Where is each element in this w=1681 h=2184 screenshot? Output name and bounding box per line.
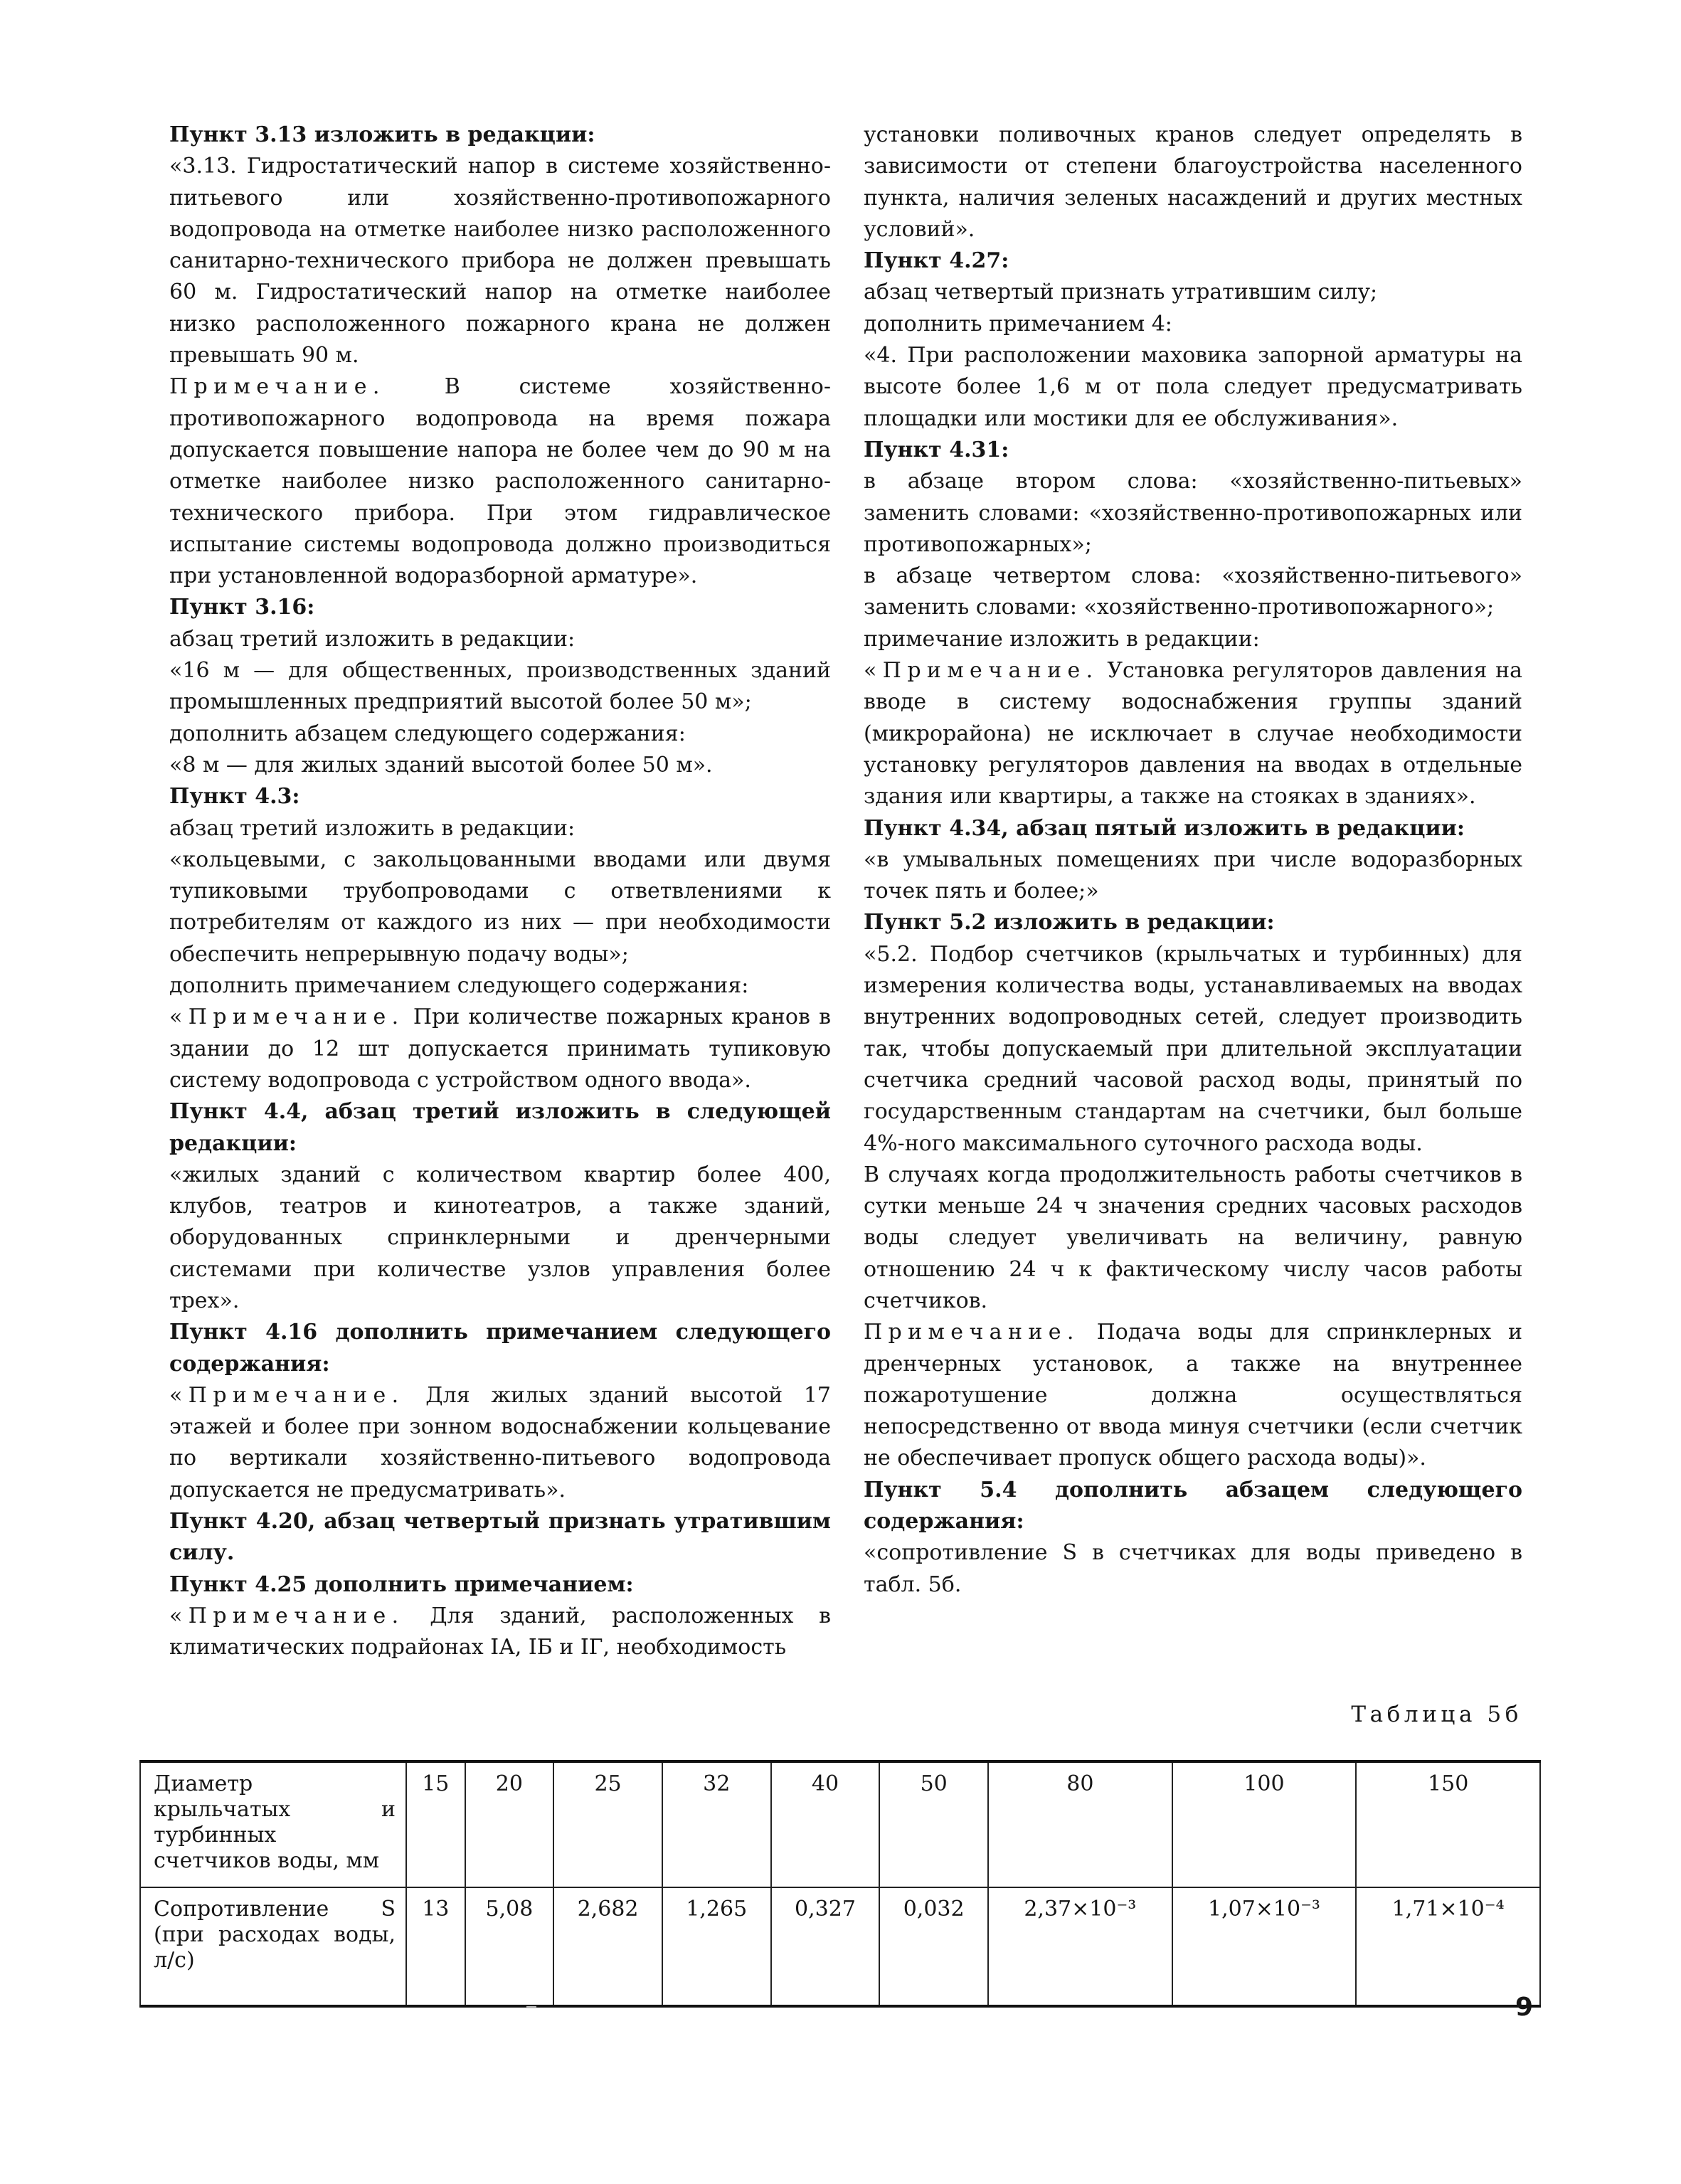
note-paragraph	[169, 1601, 831, 1664]
note-label: «Примечание.	[864, 658, 1099, 684]
clause-heading	[169, 1569, 831, 1601]
clause-number: Пункт 4.25	[169, 1571, 307, 1597]
paragraph-text: При количестве пожарных кранов в здании до 12 шт допускается принимать тупиковую систему водопровода с устройством одного ввода».	[169, 1004, 831, 1093]
paragraph-text: Для жилых зданий высотой 17 этажей и более при зонном водоснабжении кольцевание по вертикали хозяйственно-питьевого водопровода допускается не предусматривать».	[169, 1382, 831, 1502]
table-cell: 2,682	[553, 1887, 662, 2006]
page-number: 9	[1515, 1993, 1534, 2022]
paragraph-text: В системе хозяйственно-противопожарного водопровода на время пожара допускается повышение напора не более чем до 90 м на отметке наиболее низко расположенного санитарно-технического прибора. При этом гидравлическое испытание системы водопровода должно производиться при установленной водоразборной арматуре».	[169, 374, 831, 589]
paragraph-text: , абзац пятый изложить в редакции:	[1001, 815, 1465, 841]
table-cell: 150	[1356, 1761, 1540, 1887]
paragraph-text: Подача воды для спринклерных и дренчерных установок, а также на внутреннее пожаротушение должна осуществляться непосредственно от ввода минуя счетчики (если счетчик не обеспечивает пропуск общего расхода воды)».	[864, 1320, 1522, 1471]
paragraph-text: дополнить абзацем следующего содержания:	[169, 721, 686, 746]
clause-number: Пункт 5.4	[864, 1477, 1017, 1502]
clause-heading	[864, 245, 1522, 277]
table-cell: 1,71×10⁻⁴	[1356, 1887, 1540, 2006]
paragraph	[169, 813, 831, 844]
paragraph-text: Установка регуляторов давления на вводе в систему водоснабжения группы зданий (микрорайона) не исключает в случае необходимости установку регуляторов давления на вводах в отдельные здания или квартиры, а также на стояках в зданиях».	[864, 658, 1522, 810]
paragraph	[864, 1537, 1522, 1601]
paragraph	[864, 1160, 1522, 1317]
table-cell: 25	[553, 1761, 662, 1887]
table-cell: 40	[771, 1761, 880, 1887]
paragraph-text: «сопротивление S в счетчиках для воды приведено в табл. 5б.	[864, 1540, 1522, 1597]
table-cell: 0,327	[771, 1887, 880, 2006]
note-label: Примечание.	[169, 374, 386, 400]
clause-heading	[864, 1475, 1522, 1538]
paragraph	[169, 719, 831, 750]
note-label: «Примечание.	[169, 1004, 405, 1030]
paragraph	[864, 277, 1522, 308]
clause-heading	[169, 592, 831, 623]
paragraph	[169, 970, 831, 1002]
table-cell: 0,032	[879, 1887, 988, 2006]
clause-heading	[169, 781, 831, 812]
paragraph-text: «5.2. Подбор счетчиков (крыльчатых и турбинных) для измерения количества воды, устанавливаемых на вводах внутренних водопроводных сетей, следует производить так, чтобы допускаемый при длительной эксплуатации счетчика средний часовой расход воды, принятый по государственным стандартам на счетчики, был больше 4%-ного максимального суточного расхода воды.	[864, 941, 1522, 1156]
note-label: «Примечание.	[169, 1382, 405, 1408]
clause-heading	[864, 907, 1522, 938]
paragraph-text: «3.13. Гидростатический напор в системе хозяйственно-питьевого или хозяйственно-противопожарного водопровода на отметке наиболее низко расположенного санитарно-технического прибора не должен превышать 60 м. Гидростатический напор на отметке наиболее низко расположенного пожарного крана не должен превышать 90 м.	[169, 154, 831, 369]
paragraph-text: В случаях когда продолжительность работы счетчиков в сутки меньше 24 ч значения средних часовых расходов воды следует увеличивать на величину, равную отношению 24 ч к фактическому числу часов работы счетчиков.	[864, 1162, 1522, 1313]
paragraph-text: , абзац третий изложить в следующей редакции:	[169, 1099, 831, 1156]
paragraph-text: дополнить примечанием следующего содержания:	[169, 973, 749, 999]
clause-heading	[169, 1317, 831, 1380]
clause-number: Пункт 4.4	[169, 1099, 302, 1125]
paragraph	[169, 624, 831, 655]
clause-number: Пункт 4.34	[864, 815, 1002, 841]
table-cell: 5,08	[465, 1887, 554, 2006]
scan-speck	[526, 2006, 536, 2008]
paragraph-text: в абзаце четвертом слова: «хозяйственно-питьевого» заменить словами: «хозяйственно-противопожарного»;	[864, 563, 1522, 620]
paragraph	[864, 939, 1522, 1160]
table-cell: 80	[988, 1761, 1172, 1887]
paragraph-text: в абзаце втором слова: «хозяйственно-питьевых» заменить словами: «хозяйственно-противопожарных или противопожарных»;	[864, 469, 1522, 557]
table-cell: 50	[879, 1761, 988, 1887]
note-paragraph	[169, 1380, 831, 1506]
paragraph	[169, 655, 831, 719]
row-label-resistance: Сопротивление S (при расходах воды, л/с)	[140, 1887, 406, 2006]
right-column	[864, 120, 1522, 1601]
table-cell: 1,07×10⁻³	[1172, 1887, 1357, 2006]
table-caption: Таблица 5б	[1351, 1702, 1522, 1727]
paragraph-text: абзац третий изложить в редакции:	[169, 626, 576, 652]
paragraph-text: дополнить примечанием следующего содержания:	[169, 1320, 831, 1377]
table-cell: 100	[1172, 1761, 1357, 1887]
paragraph-text: «кольцевыми, с закольцованными вводами или двумя тупиковыми трубопроводами с ответвлениями к потребителям от каждого из них — при необходимости обеспечить непрерывную подачу воды»;	[169, 847, 831, 967]
table-cell: 20	[465, 1761, 554, 1887]
note-paragraph	[169, 371, 831, 592]
paragraph-text: «жилых зданий с количеством квартир более 400, клубов, театров и кинотеатров, а также зданий, оборудованных спринклерными и дренчерными системами при количестве узлов управления более трех».	[169, 1162, 831, 1313]
paragraph-text: «16 м — для общественных, производственных зданий промышленных предприятий высотой более 50 м»;	[169, 658, 831, 715]
clause-number: Пункт 4.31:	[864, 437, 1009, 462]
clause-heading	[169, 1506, 831, 1569]
note-paragraph	[864, 1317, 1522, 1474]
clause-heading	[864, 813, 1522, 844]
paragraph-text: дополнить примечанием:	[307, 1571, 634, 1597]
note-paragraph	[169, 1002, 831, 1096]
clause-heading	[864, 435, 1522, 466]
clause-number: Пункт 3.16:	[169, 595, 315, 620]
paragraph	[169, 1160, 831, 1317]
clause-number: Пункт 4.3:	[169, 784, 300, 810]
clause-number: Пункт 4.16	[169, 1320, 318, 1345]
paragraph-text: «8 м — для жилых зданий высотой более 50 м».	[169, 752, 713, 778]
paragraph	[864, 466, 1522, 561]
paragraph-text: установки поливочных кранов следует определять в зависимости от степени благоустройства населенного пункта, наличия зеленых насаждений и других местных условий».	[864, 122, 1522, 242]
table-cell: 1,265	[662, 1887, 771, 2006]
paragraph-text: «4. При расположении маховика запорной арматуры на высоте более 1,6 м от пола следует предусматривать площадки или мостики для ее обслуживания».	[864, 343, 1522, 431]
paragraph-text: дополнить примечанием 4:	[864, 311, 1172, 336]
row-label-diameter: Диаметр крыльчатых и турбинных счетчиков воды, мм	[140, 1761, 406, 1887]
paragraph	[169, 844, 831, 970]
paragraph	[864, 561, 1522, 624]
paragraph	[169, 151, 831, 371]
table-cell: 2,37×10⁻³	[988, 1887, 1172, 2006]
clause-heading	[169, 1096, 831, 1160]
paragraph	[864, 844, 1522, 908]
left-column	[169, 120, 831, 1664]
paragraph	[864, 624, 1522, 655]
table-row	[140, 1887, 1540, 2006]
table-row	[140, 1761, 1540, 1887]
paragraph-text: примечание изложить в редакции:	[864, 626, 1260, 652]
table-cell: 15	[406, 1761, 465, 1887]
clause-number: Пункт 4.27:	[864, 248, 1009, 274]
paragraph-text: дополнить абзацем следующего содержания:	[864, 1477, 1522, 1534]
paragraph-text: абзац третий изложить в редакции:	[169, 815, 576, 841]
paragraph-text: , абзац четвертый признать утратившим силу.	[169, 1509, 831, 1566]
paragraph-text: абзац четвертый признать утратившим силу;	[864, 280, 1378, 305]
note-label: «Примечание.	[169, 1603, 405, 1628]
paragraph	[169, 750, 831, 781]
paragraph-text: изложить в редакции:	[986, 910, 1275, 935]
note-paragraph	[864, 655, 1522, 812]
clause-number: Пункт 5.2	[864, 910, 987, 935]
paragraph	[864, 120, 1522, 245]
paragraph-text: «в умывальных помещениях при числе водоразборных точек пять и более;»	[864, 847, 1522, 904]
note-label: Примечание.	[864, 1320, 1080, 1345]
clause-number: Пункт 4.20	[169, 1509, 308, 1534]
clause-heading	[169, 120, 831, 151]
counter-resistance-table	[139, 1760, 1541, 2008]
paragraph	[864, 340, 1522, 435]
paragraph-text: изложить в редакции:	[307, 122, 595, 147]
paragraph-text: Для зданий, расположенных в климатических подрайонах IА, IБ и IГ, необходимость	[169, 1603, 831, 1660]
table-cell: 13	[406, 1887, 465, 2006]
table-cell: 32	[662, 1761, 771, 1887]
paragraph	[864, 309, 1522, 340]
clause-number: Пункт 3.13	[169, 122, 307, 147]
